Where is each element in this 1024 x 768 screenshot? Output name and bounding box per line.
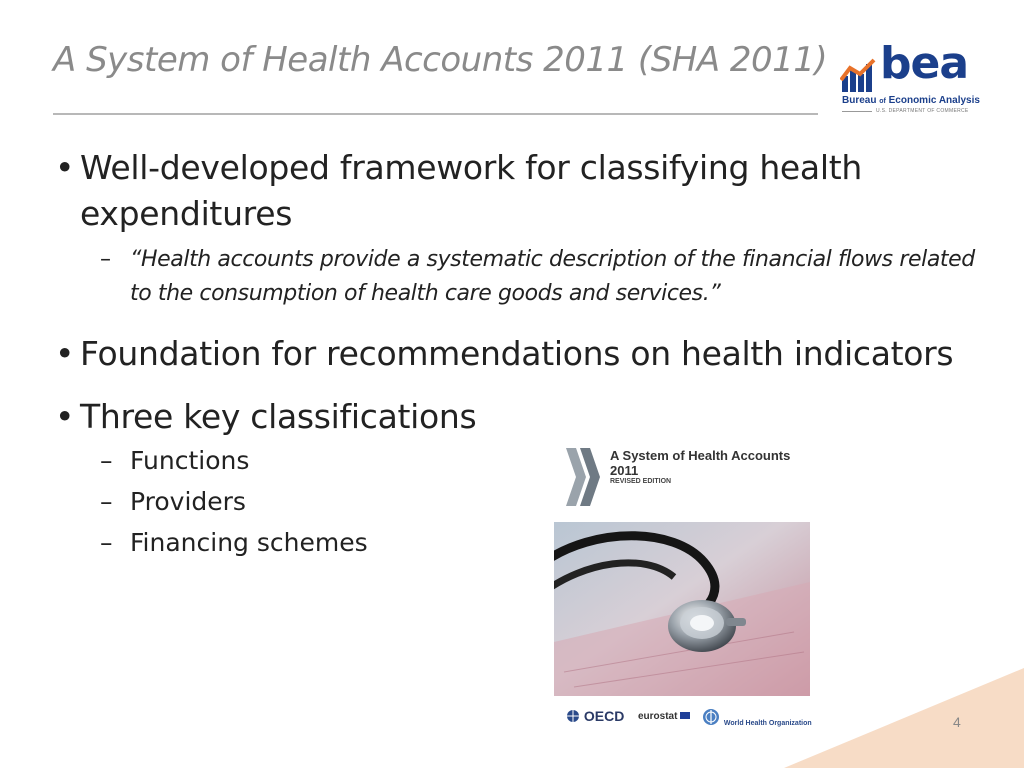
sub-item-label: Functions [130, 446, 250, 475]
eurostat-logo [638, 711, 690, 722]
bea-logo [840, 38, 980, 120]
slide-title: A System of Health Accounts 2011 (SHA 2011) [53, 40, 828, 80]
logo-rule [842, 111, 872, 112]
eu-flag-icon [680, 712, 690, 719]
logo-department: U.S. DEPARTMENT OF COMMERCE [876, 108, 969, 114]
who-logo [702, 708, 812, 728]
corner-decoration [784, 668, 1024, 768]
who-logo-text: World Health Organization [723, 720, 812, 727]
quote-text: “Health accounts provide a systematic description of the financial flows related to the consumption of health care goods and services.” [130, 247, 975, 306]
sub-dash: – [100, 446, 113, 475]
oecd-logo [566, 708, 624, 724]
publisher-logos [566, 708, 812, 728]
sub-item-functions [55, 440, 985, 481]
logo-name-part1: Bureau [842, 95, 880, 106]
oecd-logo-text: OECD [583, 708, 625, 724]
sub-item-financing [55, 522, 985, 563]
bullet-framework: • Well-developed framework for classifying health expenditures [55, 145, 985, 237]
sub-item-label: Financing schemes [130, 528, 368, 557]
logo-wordmark: bea [880, 38, 969, 89]
globe-icon [566, 709, 580, 723]
logo-name-of: of [879, 98, 886, 105]
stethoscope-photo [554, 522, 810, 696]
sub-item-providers [55, 481, 985, 522]
sub-dash: – [100, 487, 113, 516]
cover-edition: REVISED EDITION [610, 478, 672, 485]
framework-quote [55, 243, 985, 311]
title-divider [53, 113, 818, 115]
logo-agency-name [842, 95, 980, 106]
bea-chart-logo-icon [840, 58, 876, 94]
who-emblem-icon [702, 708, 720, 726]
cover-title: A System of Health Accounts 2011 [610, 448, 791, 478]
sub-item-label: Providers [130, 487, 246, 516]
eurostat-logo-text: eurostat [638, 711, 678, 722]
bullet-foundation: • Foundation for recommendations on health indicators [55, 331, 985, 377]
slide-content [55, 145, 985, 563]
bullet-classifications: • Three key classifications [55, 394, 985, 440]
page-number: 4 [953, 714, 961, 730]
oecd-chevron-icon [564, 446, 604, 508]
book-cover-image [554, 436, 810, 736]
sub-dash: – [100, 528, 113, 557]
quote-dash: – [100, 247, 111, 272]
logo-name-part2: Economic Analysis [885, 95, 980, 106]
